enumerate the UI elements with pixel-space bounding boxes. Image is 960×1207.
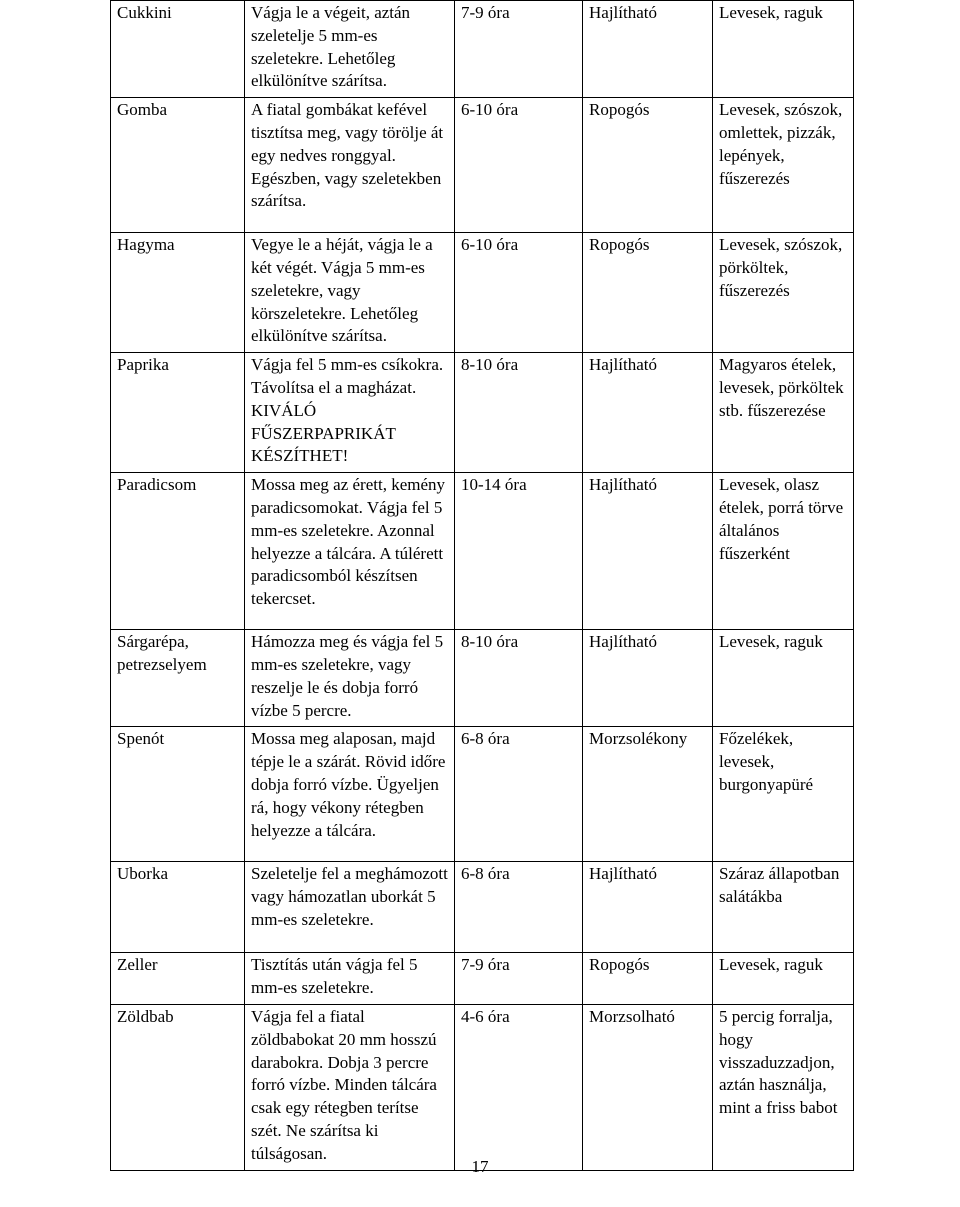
preparation-text: Hámozza meg és vágja fel 5 mm-es szeletekre, vagy reszelje le és dobja forró vízbe 5 percre. (245, 630, 455, 727)
usage-text: Levesek, szószok, pörköltek, fűszerezés (713, 233, 854, 353)
table-row (111, 862, 854, 953)
dried-state: Ropogós (583, 98, 713, 233)
vegetable-drying-table (110, 0, 854, 1171)
table-row (111, 953, 854, 1005)
vegetable-name: Uborka (111, 862, 245, 953)
drying-time: 4-6 óra (455, 1004, 583, 1170)
preparation-text: Mossa meg alaposan, majd tépje le a szárát. Rövid időre dobja forró vízbe. Ügyeljen rá, hogy vékony rétegben helyezze a tálcára. (245, 727, 455, 862)
drying-time: 6-8 óra (455, 862, 583, 953)
dried-state: Hajlítható (583, 473, 713, 630)
dried-state: Hajlítható (583, 353, 713, 473)
usage-text: Levesek, raguk (713, 953, 854, 1005)
dried-state: Hajlítható (583, 862, 713, 953)
dried-state: Ropogós (583, 233, 713, 353)
table-row (111, 630, 854, 727)
usage-text: Levesek, szószok, omlettek, pizzák, lepények, fűszerezés (713, 98, 854, 233)
drying-time: 6-10 óra (455, 233, 583, 353)
preparation-text: Mossa meg az érett, kemény paradicsomokat. Vágja fel 5 mm-es szeletekre. Azonnal helyezze a tálcára. A túlérett paradicsomból készítsen tekercset. (245, 473, 455, 630)
preparation-text: Vágja fel 5 mm-es csíkokra. Távolítsa el a magházat. KIVÁLÓ FŰSZERPAPRIKÁT KÉSZÍTHET! (245, 353, 455, 473)
table-row (111, 353, 854, 473)
vegetable-name: Hagyma (111, 233, 245, 353)
usage-text: 5 percig forralja, hogy visszaduzzadjon, aztán használja, mint a friss babot (713, 1004, 854, 1170)
usage-text: Levesek, olasz ételek, porrá törve általános fűszerként (713, 473, 854, 630)
vegetable-name: Sárgarépa, petrezselyem (111, 630, 245, 727)
vegetable-name: Paradicsom (111, 473, 245, 630)
dried-state: Hajlítható (583, 630, 713, 727)
dried-state: Morzsolható (583, 1004, 713, 1170)
dried-state: Morzsolékony (583, 727, 713, 862)
usage-text: Száraz állapotban salátákba (713, 862, 854, 953)
usage-text: Levesek, raguk (713, 1, 854, 98)
dried-state: Ropogós (583, 953, 713, 1005)
drying-time: 8-10 óra (455, 630, 583, 727)
table-row (111, 98, 854, 233)
vegetable-name: Spenót (111, 727, 245, 862)
preparation-text: A fiatal gombákat kefével tisztítsa meg, vagy törölje át egy nedves ronggyal. Egészben, vagy szeletekben szárítsa. (245, 98, 455, 233)
vegetable-name: Zöldbab (111, 1004, 245, 1170)
table-row (111, 473, 854, 630)
preparation-text: Vágja le a végeit, aztán szeletelje 5 mm-es szeletekre. Lehetőleg elkülönítve szárítsa. (245, 1, 455, 98)
vegetable-name: Zeller (111, 953, 245, 1005)
usage-text: Levesek, raguk (713, 630, 854, 727)
usage-text: Magyaros ételek, levesek, pörköltek stb. fűszerezése (713, 353, 854, 473)
drying-time: 6-8 óra (455, 727, 583, 862)
preparation-text: Tisztítás után vágja fel 5 mm-es szeletekre. (245, 953, 455, 1005)
preparation-text: Vágja fel a fiatal zöldbabokat 20 mm hosszú darabokra. Dobja 3 percre forró vízbe. Minden tálcára csak egy rétegben terítse szét. Ne szárítsa ki túlságosan. (245, 1004, 455, 1170)
dried-state: Hajlítható (583, 1, 713, 98)
preparation-text: Vegye le a héját, vágja le a két végét. Vágja 5 mm-es szeletekre, vagy körszeletekre. Lehetőleg elkülönítve szárítsa. (245, 233, 455, 353)
table-row (111, 233, 854, 353)
drying-time: 7-9 óra (455, 953, 583, 1005)
drying-time: 7-9 óra (455, 1, 583, 98)
vegetable-name: Gomba (111, 98, 245, 233)
drying-time: 10-14 óra (455, 473, 583, 630)
page-number: 17 (471, 1157, 489, 1176)
drying-time: 6-10 óra (455, 98, 583, 233)
vegetable-name: Cukkini (111, 1, 245, 98)
drying-time: 8-10 óra (455, 353, 583, 473)
preparation-text: Szeletelje fel a meghámozott vagy hámozatlan uborkát 5 mm-es szeletekre. (245, 862, 455, 953)
table-row (111, 727, 854, 862)
table-row (111, 1004, 854, 1170)
vegetable-name: Paprika (111, 353, 245, 473)
table-row (111, 1, 854, 98)
usage-text: Főzelékek, levesek, burgonyapüré (713, 727, 854, 862)
